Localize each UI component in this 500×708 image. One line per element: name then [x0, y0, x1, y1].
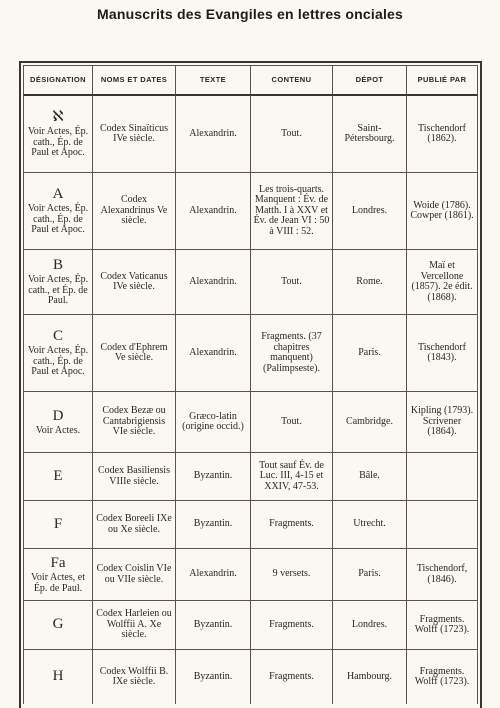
cell-designation	[23, 650, 93, 704]
cell-noms-et-dates: Codex Harleien ou Wolffii A. Xe siècle.	[93, 601, 176, 650]
table-row	[23, 96, 478, 173]
designation-note: Voir Actes, Ép. cath., Ép. de Paul et Apoc.	[27, 126, 89, 159]
cell-publie-par	[407, 453, 478, 501]
designation-note: Voir Actes.	[35, 424, 81, 436]
designation-note: Voir Actes, et Ép. de Paul.	[31, 572, 85, 594]
cell-publie-par: Tischendorf, (1846).	[407, 549, 478, 601]
cell-designation	[23, 549, 93, 601]
cell-depot: Paris.	[333, 549, 407, 601]
header-designation: DÉSIGNATION	[23, 65, 93, 96]
cell-texte: Byzantin.	[176, 650, 251, 704]
cell-designation	[23, 601, 93, 650]
cell-publie-par: Tischendorf (1843).	[407, 315, 478, 392]
cell-publie-par: Fragments. Wolff (1723).	[407, 601, 478, 650]
header-texte: TEXTE	[176, 65, 251, 96]
cell-publie-par	[407, 501, 478, 549]
cell-depot: Bâle.	[333, 453, 407, 501]
table-row	[23, 453, 478, 501]
cell-depot: Hambourg.	[333, 650, 407, 704]
cell-depot: Londres.	[333, 601, 407, 650]
table-row	[23, 549, 478, 601]
cell-texte: Alexandrin.	[176, 96, 251, 173]
cell-noms-et-dates: Codex Basiliensis VIIIe siècle.	[93, 453, 176, 501]
manuscript-sigle: H	[52, 668, 64, 684]
designation-note: Voir Actes, Ép. cath., Ép. de Paul et Apoc.	[27, 203, 89, 236]
designation-note: Voir Actes, Ép. cath., et Ép. de Paul.	[27, 274, 89, 307]
cell-contenu: Les trois-quarts. Manquent : Év. de Matth. I à XXV et Év. de Jean VI : 50 à VIII : 52.	[251, 173, 333, 250]
cell-publie-par: Tischendorf (1862).	[407, 96, 478, 173]
cell-noms-et-dates: Codex Bezæ ou Cantabrigiensis VIe siècle.	[93, 392, 176, 453]
manuscript-sigle: F	[53, 515, 63, 532]
header-publie-par: PUBLIÉ PAR	[407, 65, 478, 96]
cell-designation	[23, 501, 93, 549]
table-row	[23, 601, 478, 650]
table-row	[23, 392, 478, 453]
designation-note: Voir Actes, Ép. cath., Ép. de Paul et Apoc.	[27, 345, 89, 378]
cell-contenu: Tout.	[251, 250, 333, 315]
manuscript-sigle: B	[52, 257, 63, 274]
header-noms-et-dates: NOMS ET DATES	[93, 65, 176, 96]
table-row	[23, 501, 478, 549]
cell-depot: Saint-Pétersbourg.	[333, 96, 407, 173]
manuscript-sigle: C	[52, 328, 63, 345]
cell-texte: Alexandrin.	[176, 173, 251, 250]
table-row	[23, 650, 478, 704]
cell-contenu: Tout.	[251, 392, 333, 453]
manuscript-sigle: G	[52, 616, 64, 632]
manuscript-sigle: A	[52, 186, 64, 203]
cell-designation	[23, 173, 93, 250]
cell-contenu: 9 versets.	[251, 549, 333, 601]
cell-publie-par: Woide (1786). Cowper (1861).	[407, 173, 478, 250]
cell-texte: Alexandrin.	[176, 315, 251, 392]
cell-designation	[23, 96, 93, 173]
table-row	[23, 315, 478, 392]
cell-designation	[23, 250, 93, 315]
cell-noms-et-dates: Codex Coislin VIe ou VIIe siècle.	[93, 549, 176, 601]
cell-texte: Græco-latin (origine occid.)	[176, 392, 251, 453]
uncial-manuscripts-table	[23, 65, 478, 704]
cell-depot: Paris.	[333, 315, 407, 392]
manuscript-sigle: D	[52, 407, 64, 424]
cell-texte: Byzantin.	[176, 601, 251, 650]
cell-publie-par: Kipling (1793). Scrivener (1864).	[407, 392, 478, 453]
manuscript-sigle: Fa	[50, 555, 66, 571]
manuscript-sigle: ℵ	[52, 109, 64, 126]
cell-noms-et-dates: Codex Sinaïticus IVe siècle.	[93, 96, 176, 173]
cell-contenu: Tout.	[251, 96, 333, 173]
cell-contenu: Fragments.	[251, 601, 333, 650]
header-contenu: CONTENU	[251, 65, 333, 96]
cell-depot: Utrecht.	[333, 501, 407, 549]
cell-noms-et-dates: Codex Alexandrinus Ve siècle.	[93, 173, 176, 250]
manuscript-sigle: E	[53, 467, 63, 484]
cell-depot: Londres.	[333, 173, 407, 250]
cell-texte: Byzantin.	[176, 453, 251, 501]
cell-texte: Alexandrin.	[176, 250, 251, 315]
cell-contenu: Fragments.	[251, 501, 333, 549]
cell-texte: Byzantin.	[176, 501, 251, 549]
cell-noms-et-dates: Codex Wolffii B. IXe siècle.	[93, 650, 176, 704]
cell-designation	[23, 315, 93, 392]
cell-publie-par: Fragments. Wolff (1723).	[407, 650, 478, 704]
header-depot: DÉPOT	[333, 65, 407, 96]
cell-noms-et-dates: Codex Boreeli IXe ou Xe siècle.	[93, 501, 176, 549]
page-title: Manuscrits des Evangiles en lettres onciales	[96, 6, 404, 22]
cell-designation	[23, 453, 93, 501]
cell-depot: Rome.	[333, 250, 407, 315]
cell-publie-par: Maï et Vercellone (1857). 2e édit. (1868).	[407, 250, 478, 315]
table-header-row	[23, 65, 478, 96]
cell-noms-et-dates: Codex Vaticanus IVe siècle.	[93, 250, 176, 315]
table-row	[23, 173, 478, 250]
cell-contenu: Fragments.	[251, 650, 333, 704]
cell-contenu: Fragments. (37 chapitres manquent) (Palimpseste).	[251, 315, 333, 392]
cell-depot: Cambridge.	[333, 392, 407, 453]
table-row	[23, 250, 478, 315]
cell-noms-et-dates: Codex d'Ephrem Ve siècle.	[93, 315, 176, 392]
cell-contenu: Tout sauf Év. de Luc. III, 4-15 et XXIV, 47-53.	[251, 453, 333, 501]
cell-texte: Alexandrin.	[176, 549, 251, 601]
cell-designation	[23, 392, 93, 453]
